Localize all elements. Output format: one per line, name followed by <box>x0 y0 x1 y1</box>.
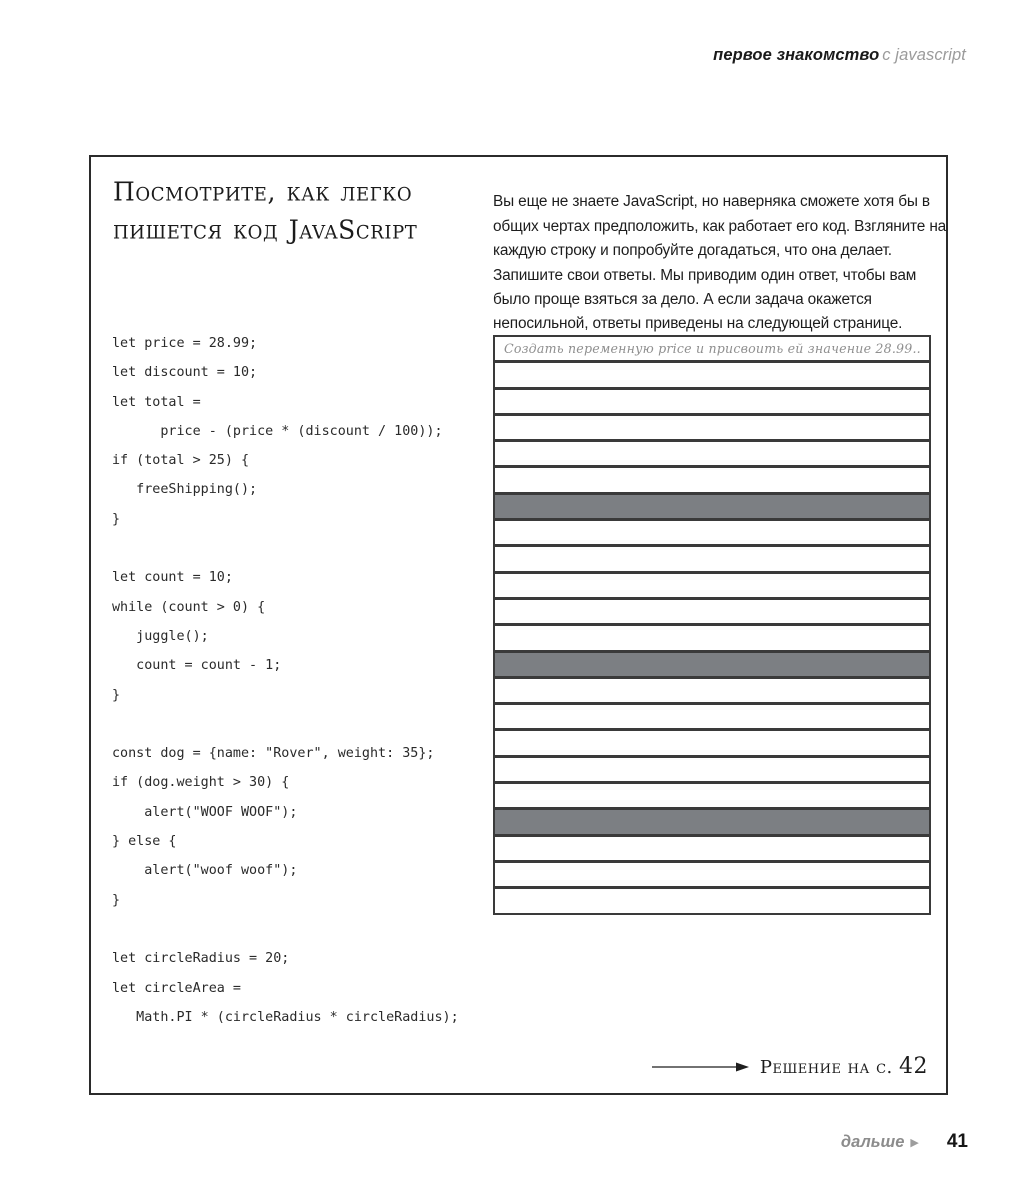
code-line: alert("woof woof"); <box>112 863 298 879</box>
answer-row[interactable] <box>493 624 931 651</box>
page-number: 41 <box>946 1131 968 1152</box>
running-head-strong: первое знакомство <box>713 46 880 64</box>
answer-row[interactable] <box>493 703 931 730</box>
code-line: Math.PI * (circleRadius * circleRadius); <box>112 1009 459 1025</box>
code-line: let circleArea = <box>112 980 241 996</box>
running-head <box>713 46 966 65</box>
answer-row[interactable] <box>493 887 931 914</box>
code-line: count = count - 1; <box>112 658 282 674</box>
answer-row[interactable] <box>493 388 931 415</box>
triangle-right-icon: ▶ <box>910 1137 919 1149</box>
code-line: while (count > 0) { <box>112 599 266 615</box>
answer-table <box>493 335 931 914</box>
answer-row-divider <box>493 651 931 678</box>
answer-row[interactable] <box>493 835 931 862</box>
solution-page-number: 42 <box>899 1054 928 1079</box>
answer-row[interactable] <box>493 335 931 362</box>
answer-row[interactable] <box>493 545 931 572</box>
code-line: if (total > 25) { <box>112 453 250 469</box>
code-line: let count = 10; <box>112 570 233 586</box>
answer-row[interactable] <box>493 466 931 493</box>
answer-row[interactable] <box>493 414 931 441</box>
answer-row-divider <box>493 808 931 835</box>
solution-pointer <box>652 1054 928 1079</box>
code-line: } <box>112 892 121 908</box>
page-title-line-1: Посмотрите, как легко <box>113 176 413 207</box>
answer-row[interactable] <box>493 572 931 599</box>
code-line: let discount = 10; <box>112 365 258 381</box>
code-line: if (dog.weight > 30) { <box>112 775 290 791</box>
arrow-right-icon <box>652 1061 750 1073</box>
solution-label <box>760 1054 928 1079</box>
code-line: } else { <box>112 834 177 850</box>
answer-row[interactable] <box>493 440 931 467</box>
code-listing <box>112 329 482 1032</box>
exercise-panel <box>89 155 948 1095</box>
code-line: } <box>112 687 121 703</box>
page-title-line-2: пишется код JavaScript <box>113 214 418 246</box>
answer-row[interactable] <box>493 677 931 704</box>
code-line: } <box>112 511 121 527</box>
code-line: alert("WOOF WOOF"); <box>112 804 298 820</box>
page-footer <box>841 1131 968 1153</box>
answer-row-text: Создать переменную price и присвоить ей значение 28.99.. <box>504 340 921 356</box>
code-line: juggle(); <box>112 628 209 644</box>
page-title <box>113 173 493 249</box>
code-line: price - (price * (discount / 100)); <box>112 423 443 439</box>
code-blank-line <box>112 534 482 563</box>
code-blank-line <box>112 915 482 944</box>
answer-row[interactable] <box>493 729 931 756</box>
answer-row[interactable] <box>493 598 931 625</box>
code-line: let total = <box>112 394 201 410</box>
answer-row[interactable] <box>493 782 931 809</box>
code-line: freeShipping(); <box>112 482 258 498</box>
answer-row[interactable] <box>493 756 931 783</box>
code-blank-line <box>112 710 482 739</box>
answer-row[interactable] <box>493 861 931 888</box>
code-line: const dog = {name: "Rover", weight: 35}; <box>112 746 435 762</box>
answer-row[interactable] <box>493 519 931 546</box>
code-line: let price = 28.99; <box>112 336 258 351</box>
intro-paragraph: Вы еще не знаете JavaScript, но наверняка сможете хотя бы в общих чертах предположить, как работает его код. Взгляните на каждую строку и попробуйте догадаться, что она делает. Запишите свои ответы. Мы приводим один ответ, чтобы вам было проще взяться за дело. А если задача окажется непосильной, ответы приведены на следующей странице. <box>493 193 947 333</box>
footer-next-label: дальше <box>840 1133 905 1151</box>
solution-label-text: Решение на с. <box>759 1057 893 1078</box>
running-head-light: с javascript <box>882 46 966 64</box>
code-line: let circleRadius = 20; <box>112 951 290 967</box>
answer-row-divider <box>493 493 931 520</box>
answer-row[interactable] <box>493 361 931 388</box>
